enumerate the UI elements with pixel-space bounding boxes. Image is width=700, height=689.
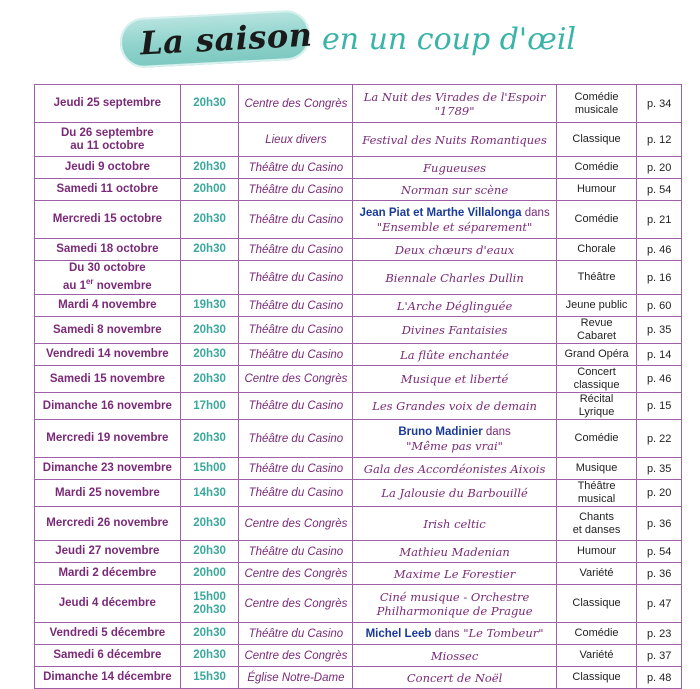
event-time: 20h30 [180, 201, 239, 239]
table-row [35, 458, 682, 480]
event-genre: Comédie [556, 420, 637, 458]
event-page: p. 16 [637, 261, 682, 295]
event-page: p. 54 [637, 179, 682, 201]
event-date: Dimanche 23 novembre [35, 458, 181, 480]
event-page: p. 14 [637, 344, 682, 366]
table-row [35, 85, 682, 123]
event-venue: Théâtre du Casino [239, 179, 353, 201]
event-time: 19h30 [180, 295, 239, 317]
event-time: 15h00 20h30 [180, 585, 239, 623]
page-title: La saison [139, 15, 314, 63]
event-date: Samedi 6 décembre [35, 645, 181, 667]
event-venue: Théâtre du Casino [239, 344, 353, 366]
event-time: 20h30 [180, 85, 239, 123]
event-time: 20h30 [180, 157, 239, 179]
dans-label: dans [521, 207, 550, 219]
table-row [35, 420, 682, 458]
event-show: Fugueuses [353, 157, 556, 179]
event-date: Jeudi 25 septembre [35, 85, 181, 123]
event-genre: Humour [556, 179, 637, 201]
event-venue: Centre des Congrès [239, 366, 353, 393]
event-venue: Théâtre du Casino [239, 420, 353, 458]
table-row [35, 123, 682, 157]
event-page: p. 20 [637, 157, 682, 179]
event-page: p. 47 [637, 585, 682, 623]
artist-name: Jean Piat et Marthe Villalonga [359, 207, 522, 219]
page-header [0, 0, 700, 82]
event-date: Mardi 25 novembre [35, 480, 181, 507]
event-time: 20h30 [180, 623, 239, 645]
show-title: "Ensemble et séparement" [376, 220, 533, 234]
table-row [35, 179, 682, 201]
event-genre: Humour [556, 541, 637, 563]
event-page: p. 35 [637, 317, 682, 344]
dans-label: dans [431, 628, 460, 640]
event-show: Ciné musique - Orchestre Philharmonique de Prague [353, 585, 556, 623]
event-page: p. 46 [637, 366, 682, 393]
event-show [353, 201, 556, 239]
event-show [353, 623, 556, 645]
event-time: 20h30 [180, 420, 239, 458]
event-time [180, 261, 239, 295]
event-show: Concert de Noël [353, 667, 556, 689]
table-row [35, 393, 682, 420]
event-show: Musique et liberté [353, 366, 556, 393]
event-show: Irish celtic [353, 507, 556, 541]
table-row [35, 201, 682, 239]
table-row [35, 295, 682, 317]
page-subtitle: en un coup d'œil [322, 22, 577, 57]
table-row [35, 623, 682, 645]
table-row [35, 541, 682, 563]
event-time: 20h30 [180, 317, 239, 344]
artist-name: Bruno Madinier [398, 426, 483, 438]
event-date: Du 30 octobre au 1er novembre [35, 261, 181, 295]
table-row [35, 317, 682, 344]
event-genre: Concert classique [556, 366, 637, 393]
event-genre: Théâtre musical [556, 480, 637, 507]
event-time: 20h30 [180, 541, 239, 563]
event-venue: Théâtre du Casino [239, 317, 353, 344]
event-genre: Comédie musicale [556, 85, 637, 123]
event-time: 15h30 [180, 667, 239, 689]
event-date: Dimanche 16 novembre [35, 393, 181, 420]
event-genre: Comédie [556, 623, 637, 645]
event-page: p. 48 [637, 667, 682, 689]
event-page: p. 54 [637, 541, 682, 563]
event-genre: Revue Cabaret [556, 317, 637, 344]
event-genre: Comédie [556, 157, 637, 179]
table-row [35, 645, 682, 667]
event-genre: Jeune public [556, 295, 637, 317]
event-venue: Théâtre du Casino [239, 393, 353, 420]
event-date: Samedi 18 octobre [35, 239, 181, 261]
event-venue: Théâtre du Casino [239, 157, 353, 179]
table-row [35, 563, 682, 585]
event-page: p. 20 [637, 480, 682, 507]
event-time: 20h30 [180, 366, 239, 393]
event-genre: Théâtre [556, 261, 637, 295]
event-show: Divines Fantaisies [353, 317, 556, 344]
event-show: La Jalousie du Barbouillé [353, 480, 556, 507]
event-page: p. 35 [637, 458, 682, 480]
event-venue: Théâtre du Casino [239, 480, 353, 507]
event-show: Norman sur scène [353, 179, 556, 201]
event-genre: Chorale [556, 239, 637, 261]
event-venue: Centre des Congrès [239, 585, 353, 623]
event-show: Miossec [353, 645, 556, 667]
event-date: Dimanche 14 décembre [35, 667, 181, 689]
event-date: Jeudi 27 novembre [35, 541, 181, 563]
event-time: 20h00 [180, 563, 239, 585]
event-page: p. 15 [637, 393, 682, 420]
event-show: Festival des Nuits Romantiques [353, 123, 556, 157]
event-show: Mathieu Madenian [353, 541, 556, 563]
event-time: 20h30 [180, 344, 239, 366]
table-row [35, 261, 682, 295]
event-show: La flûte enchantée [353, 344, 556, 366]
event-venue: Théâtre du Casino [239, 295, 353, 317]
event-date: Jeudi 9 octobre [35, 157, 181, 179]
event-venue: Théâtre du Casino [239, 261, 353, 295]
event-time: 20h30 [180, 239, 239, 261]
event-page: p. 60 [637, 295, 682, 317]
table-row [35, 480, 682, 507]
event-genre: Classique [556, 667, 637, 689]
table-row [35, 157, 682, 179]
event-page: p. 12 [637, 123, 682, 157]
event-venue: Église Notre-Dame [239, 667, 353, 689]
event-show: Gala des Accordéonistes Aixois [353, 458, 556, 480]
event-genre: Classique [556, 123, 637, 157]
event-venue: Centre des Congrès [239, 507, 353, 541]
event-date: Samedi 11 octobre [35, 179, 181, 201]
event-page: p. 34 [637, 85, 682, 123]
event-venue: Centre des Congrès [239, 563, 353, 585]
event-show: La Nuit des Virades de l'Espoir "1789" [353, 85, 556, 123]
event-show [353, 420, 556, 458]
event-genre: Musique [556, 458, 637, 480]
event-genre: Chants et danses [556, 507, 637, 541]
event-genre: Variété [556, 563, 637, 585]
table-row [35, 585, 682, 623]
event-date: Vendredi 5 décembre [35, 623, 181, 645]
event-date: Samedi 15 novembre [35, 366, 181, 393]
event-page: p. 21 [637, 201, 682, 239]
event-time: 20h00 [180, 179, 239, 201]
event-date: Vendredi 14 novembre [35, 344, 181, 366]
event-page: p. 37 [637, 645, 682, 667]
event-show: L'Arche Déglinguée [353, 295, 556, 317]
event-date: Mardi 4 novembre [35, 295, 181, 317]
event-date: Mercredi 15 octobre [35, 201, 181, 239]
event-time [180, 123, 239, 157]
dans-label: dans [482, 426, 511, 438]
table-row [35, 344, 682, 366]
table-row [35, 667, 682, 689]
event-venue: Théâtre du Casino [239, 239, 353, 261]
event-page: p. 23 [637, 623, 682, 645]
event-venue: Centre des Congrès [239, 85, 353, 123]
event-genre: Comédie [556, 201, 637, 239]
event-show: Deux chœurs d'eaux [353, 239, 556, 261]
event-date: Du 26 septembre au 11 octobre [35, 123, 181, 157]
table-row [35, 239, 682, 261]
event-genre: Variété [556, 645, 637, 667]
event-venue: Théâtre du Casino [239, 201, 353, 239]
event-date: Jeudi 4 décembre [35, 585, 181, 623]
event-page: p. 22 [637, 420, 682, 458]
event-time: 20h30 [180, 507, 239, 541]
show-title: "Le Tombeur" [459, 626, 544, 640]
event-time: 17h00 [180, 393, 239, 420]
event-venue: Théâtre du Casino [239, 541, 353, 563]
event-time: 20h30 [180, 645, 239, 667]
event-venue: Théâtre du Casino [239, 623, 353, 645]
event-time: 14h30 [180, 480, 239, 507]
event-venue: Centre des Congrès [239, 645, 353, 667]
schedule-table [34, 84, 682, 689]
event-date: Mercredi 19 novembre [35, 420, 181, 458]
event-venue: Théâtre du Casino [239, 458, 353, 480]
artist-name: Michel Leeb [365, 628, 432, 640]
event-genre: Récital Lyrique [556, 393, 637, 420]
event-date: Samedi 8 novembre [35, 317, 181, 344]
event-genre: Grand Opéra [556, 344, 637, 366]
event-venue: Lieux divers [239, 123, 353, 157]
event-show: Maxime Le Forestier [353, 563, 556, 585]
event-date: Mardi 2 décembre [35, 563, 181, 585]
event-page: p. 46 [637, 239, 682, 261]
event-genre: Classique [556, 585, 637, 623]
event-page: p. 36 [637, 563, 682, 585]
show-title: "Même pas vrai" [406, 439, 503, 453]
event-show: Biennale Charles Dullin [353, 261, 556, 295]
table-row [35, 507, 682, 541]
table-row [35, 366, 682, 393]
event-time: 15h00 [180, 458, 239, 480]
event-page: p. 36 [637, 507, 682, 541]
event-date: Mercredi 26 novembre [35, 507, 181, 541]
event-show: Les Grandes voix de demain [353, 393, 556, 420]
